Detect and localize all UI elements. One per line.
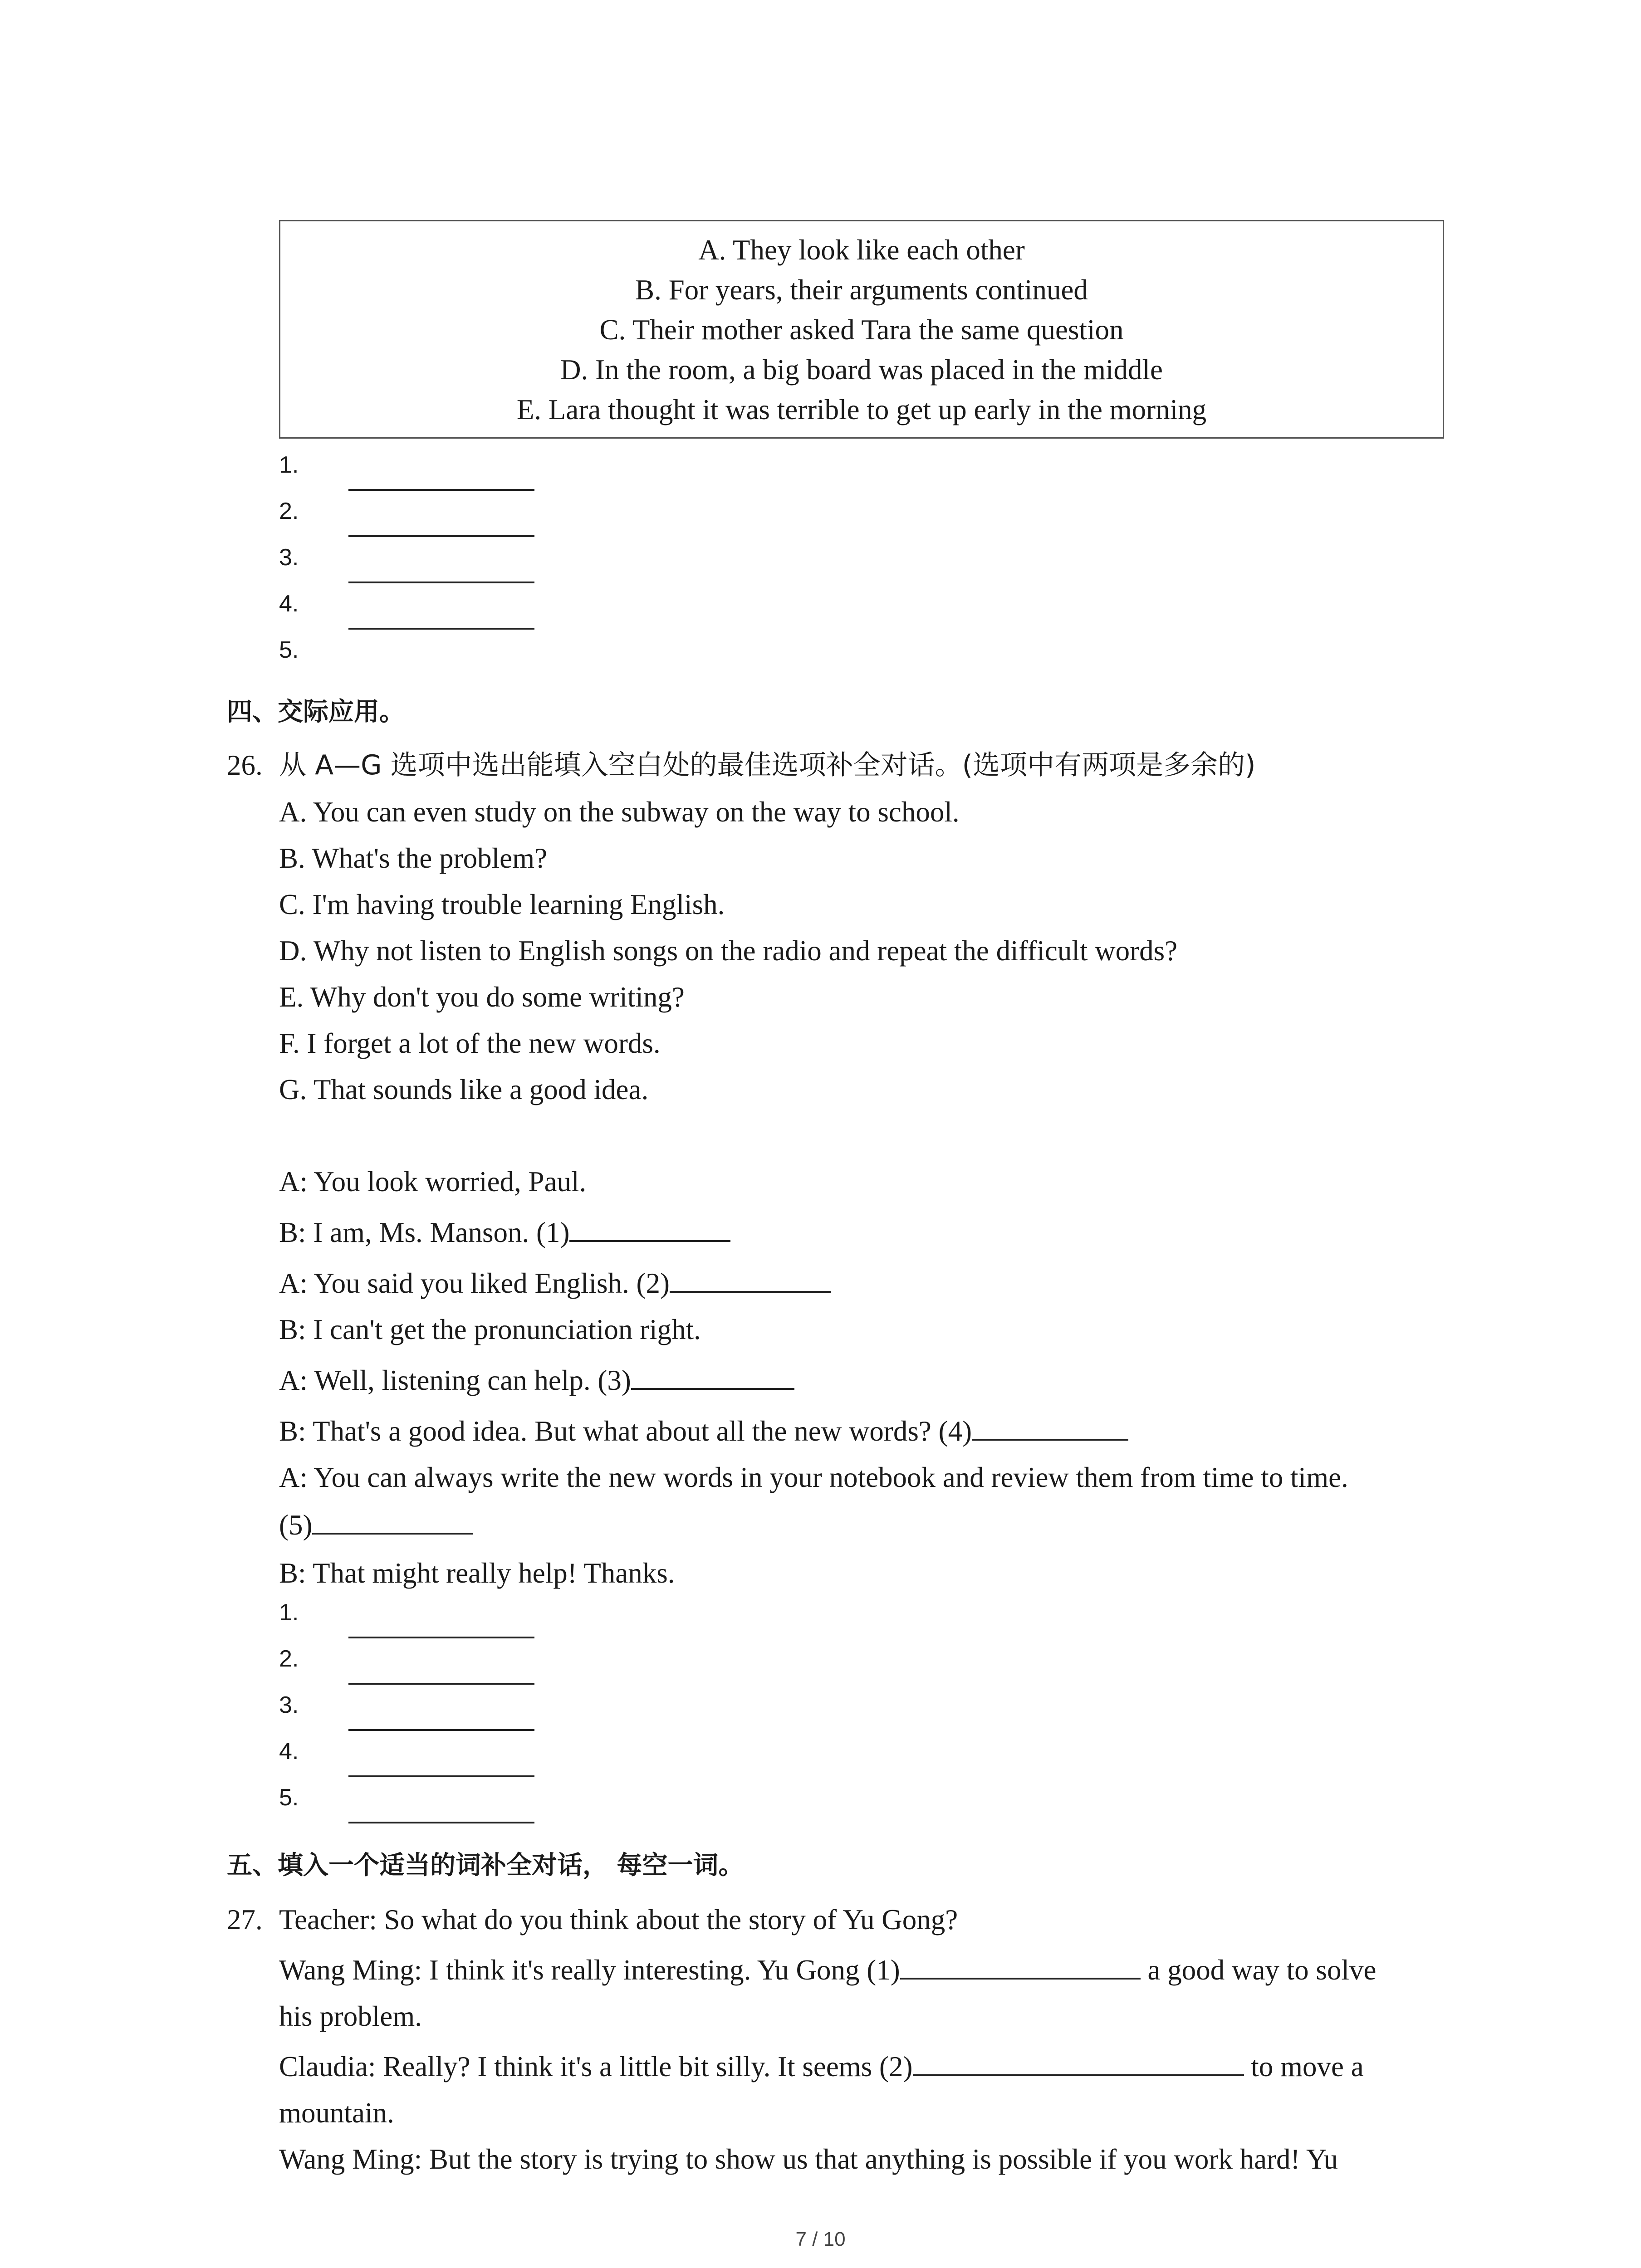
question-27-line: Wang Ming: But the story is trying to show us that anything is possible if you work hard! Yu [279,2143,1338,2175]
option-e: E. Lara thought it was terrible to get up early in the morning [516,394,1207,425]
answer-number: 2. [279,1646,299,1672]
dialogue-text: B: That's a good idea. But what about all the new words? (4) [279,1415,972,1447]
answer-number: 4. [279,591,299,617]
answer-blank[interactable] [348,489,534,491]
option-box [279,220,1444,439]
option-c: C. Their mother asked Tara the same question [599,314,1124,346]
answer-number: 3. [279,1692,299,1718]
dialogue-text: A: Well, listening can help. (3) [279,1364,631,1396]
option-item: F. I forget a lot of the new words. [279,1027,661,1059]
option-b: B. For years, their arguments continued [635,274,1088,306]
option-item: A. You can even study on the subway on the way to school. [279,796,960,828]
question-text-26: 从 A—G 选项中选出能填入空白处的最佳选项补全对话。(选项中有两项是多余的) [279,749,1256,781]
question-27-line: his problem. [279,2000,422,2032]
dialogue-line [279,1509,473,1541]
question-27-line [279,1954,1376,1986]
question-number-26: 26. [227,749,263,781]
line-text: Wang Ming: I think it's really interesting. Yu Gong (1) [279,1954,900,1986]
option-item: E. Why don't you do some writing? [279,981,685,1013]
dialogue-text: A: You said you liked English. (2) [279,1267,670,1299]
section-heading-4: 四、交际应用。 [227,697,405,727]
fill-blank-1[interactable] [900,1954,1141,1980]
question-27-line: Teacher: So what do you think about the story of Yu Gong? [279,1904,958,1936]
dialogue-blank[interactable] [972,1415,1128,1441]
answer-blank[interactable] [348,1775,534,1777]
answer-number: 1. [279,1599,299,1626]
dialogue-line: B: That might really help! Thanks. [279,1557,675,1589]
answer-number: 2. [279,498,299,524]
question-number-27: 27. [227,1904,263,1936]
option-item: C. I'm having trouble learning English. [279,889,725,920]
answer-blank[interactable] [348,1822,534,1823]
dialogue-blank[interactable] [569,1217,730,1242]
answer-number: 3. [279,544,299,571]
option-item: G. That sounds like a good idea. [279,1074,649,1105]
page-number: 7 / 10 [795,2228,846,2250]
dialogue-line [279,1415,1128,1447]
question-27-line: mountain. [279,2097,394,2129]
dialogue-line [279,1267,831,1299]
line-text: a good way to solve [1147,1954,1376,1986]
dialogue-line [279,1217,730,1248]
answer-blank[interactable] [348,1683,534,1685]
option-d: D. In the room, a big board was placed in the middle [560,354,1163,386]
answer-number: 1. [279,452,299,478]
option-item: B. What's the problem? [279,842,548,874]
answer-blank[interactable] [348,582,534,583]
line-text: to move a [1251,2051,1364,2082]
section-heading-5: 五、填入一个适当的词补全对话， 每空一词。 [227,1851,744,1880]
dialogue-blank[interactable] [631,1364,794,1390]
dialogue-line: A: You can always write the new words in your notebook and review them from time to time. [279,1461,1348,1493]
answer-number: 5. [279,637,299,663]
answer-blank[interactable] [348,628,534,630]
dialogue-text: (5) [279,1509,313,1541]
question-27-line [279,2051,1364,2082]
line-text: Claudia: Really? I think it's a little bit silly. It seems (2) [279,2051,913,2082]
dialogue-line [279,1364,794,1396]
dialogue-text: B: I am, Ms. Manson. (1) [279,1217,570,1248]
dialogue-blank[interactable] [312,1509,473,1535]
answer-number: 4. [279,1738,299,1765]
dialogue-blank[interactable] [670,1267,831,1293]
answer-number: 5. [279,1784,299,1811]
dialogue-line: B: I can't get the pronunciation right. [279,1314,701,1345]
answer-blank[interactable] [348,1637,534,1638]
option-item: D. Why not listen to English songs on the radio and repeat the difficult words? [279,935,1178,967]
fill-blank-2[interactable] [913,2051,1244,2076]
dialogue-line: A: You look worried, Paul. [279,1166,587,1198]
option-a: A. They look like each other [698,234,1025,266]
answer-blank[interactable] [348,535,534,537]
answer-blank[interactable] [348,1729,534,1731]
